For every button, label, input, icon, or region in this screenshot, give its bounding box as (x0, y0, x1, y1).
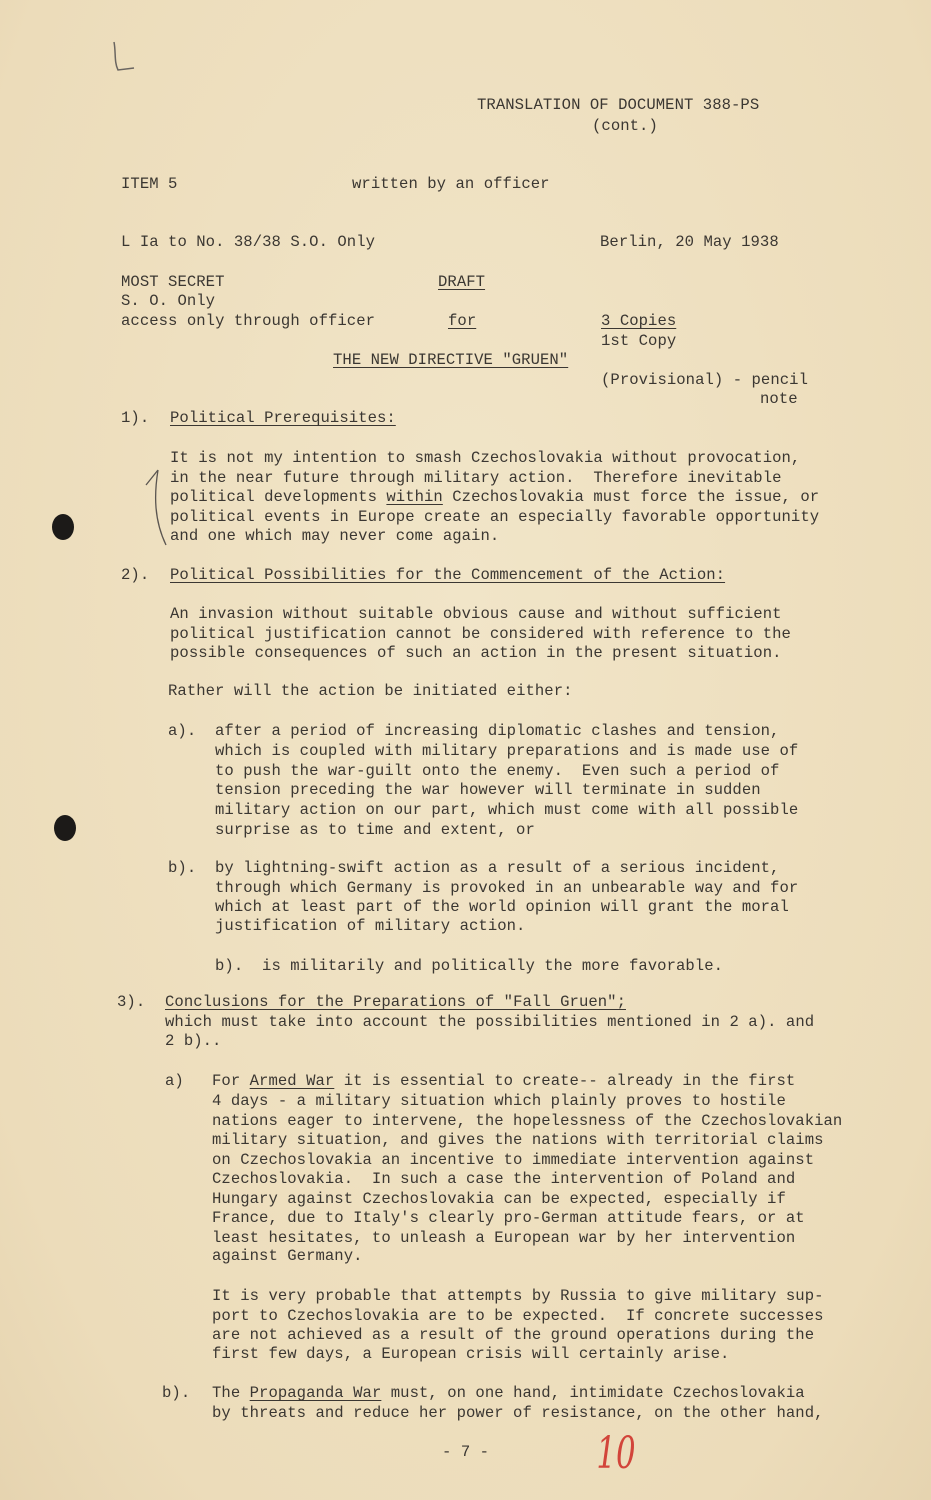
subsection-label: a) (165, 1072, 184, 1090)
document-cont: (cont.) (592, 117, 658, 135)
text-line: It is not my intention to smash Czechoslovakia without provocation, (170, 449, 801, 467)
text-line: 4 days - a military situation which plainly proves to hostile (212, 1092, 786, 1110)
text-line: Hungary against Czechoslovakia can be expected, especially if (212, 1190, 786, 1208)
draft-label: DRAFT (438, 273, 486, 291)
classification: MOST SECRET (121, 273, 225, 291)
copy-number: 1st Copy (601, 332, 677, 350)
text-line: through which Germany is provoked in an unbearable way and for (215, 879, 799, 897)
copies: 3 Copies (601, 312, 677, 330)
item-note: written by an officer (352, 175, 550, 193)
subsection-label: b). (162, 1384, 191, 1402)
text-line (170, 487, 819, 507)
text-segment: must, on one hand, intimidate Czechoslovakia (381, 1384, 805, 1402)
punch-hole (52, 514, 74, 540)
text-line: on Czechoslovakia an incentive to immediate intervention against (212, 1151, 815, 1169)
text-line: military action on our part, which must come with all possible (215, 801, 799, 819)
underlined-word: Armed War (249, 1072, 335, 1090)
text-line: port to Czechoslovakia are to be expected. If concrete successes (212, 1307, 824, 1325)
text-line: France, due to Italy's clearly pro-German attitude fears, or at (212, 1209, 805, 1227)
text-line: first few days, a European crisis will certainly arise. (212, 1345, 730, 1363)
text-line: surprise as to time and extent, or (215, 821, 535, 839)
text-segment: For (212, 1072, 250, 1090)
document-title: TRANSLATION OF DOCUMENT 388-PS (477, 96, 760, 114)
provisional-note-2: note (760, 390, 798, 408)
text-segment: political developments (170, 488, 387, 506)
text-line: tension preceding the war however will terminate in sudden (215, 781, 761, 799)
text-segment: The (212, 1384, 250, 1402)
so-only: S. O. Only (121, 292, 216, 310)
subsection-label: a). (168, 722, 197, 740)
section-heading: Political Prerequisites: (170, 409, 396, 427)
text-line: An invasion without suitable obvious cause and without sufficient (170, 605, 782, 623)
text-line: It is very probable that attempts by Russia to give military sup- (212, 1287, 824, 1305)
access-note: access only through officer (121, 312, 376, 330)
section-number: 3). (117, 993, 146, 1011)
pencil-mark-icon (100, 40, 140, 80)
text-line: against Germany. (212, 1247, 363, 1265)
text-line: b). is militarily and politically the more favorable. (215, 957, 724, 975)
pencil-bracket-icon (140, 465, 170, 550)
text-line: by lightning-swift action as a result of a serious incident, (215, 859, 780, 877)
page-number: - 7 - (442, 1443, 490, 1461)
for-label: for (448, 312, 477, 330)
place-date: Berlin, 20 May 1938 (600, 233, 779, 251)
handwritten-folio: 10 (596, 1428, 636, 1479)
text-line: are not achieved as a result of the ground operations during the (212, 1326, 815, 1344)
underlined-word: within (386, 488, 443, 506)
text-line: which must take into account the possibilities mentioned in 2 a). and (165, 1013, 815, 1031)
reference-number: L Ia to No. 38/38 S.O. Only (121, 233, 376, 251)
text-line: military situation, and gives the nations with territorial claims (212, 1131, 824, 1149)
underlined-word: Propaganda War (249, 1384, 382, 1402)
text-line: Czechoslovakia. In such a case the intervention of Poland and (212, 1170, 796, 1188)
text-line: Rather will the action be initiated either: (168, 682, 573, 700)
text-line: possible consequences of such an action in the present situation. (170, 644, 782, 662)
section-heading: Conclusions for the Preparations of "Fall Gruen"; (165, 993, 626, 1011)
text-line: which at least part of the world opinion will grant the moral (215, 898, 789, 916)
text-line: nations eager to intervene, the hopelessness of the Czechoslovakian (212, 1112, 843, 1130)
provisional-note: (Provisional) - pencil (601, 371, 808, 389)
text-line: political events in Europe create an especially favorable opportunity (170, 508, 820, 526)
text-line: political justification cannot be considered with reference to the (170, 625, 791, 643)
text-line (212, 1071, 795, 1091)
text-line: which is coupled with military preparations and is made use of (215, 742, 799, 760)
punch-hole (54, 815, 76, 841)
text-line: justification of military action. (215, 917, 526, 935)
section-number: 2). (121, 566, 150, 584)
text-line: to push the war-guilt onto the enemy. Even such a period of (215, 762, 780, 780)
directive-title: THE NEW DIRECTIVE "GRUEN" (333, 351, 569, 369)
item-label: ITEM 5 (121, 175, 178, 193)
section-heading: Political Possibilities for the Commencement of the Action: (170, 566, 726, 584)
text-line: least hesitates, to unleash a European war by her intervention (212, 1229, 796, 1247)
text-line: in the near future through military action. Therefore inevitable (170, 469, 782, 487)
text-line: after a period of increasing diplomatic clashes and tension, (215, 722, 780, 740)
section-number: 1). (121, 409, 150, 427)
text-segment: it is essential to create-- already in the first (334, 1072, 796, 1090)
text-line: by threats and reduce her power of resistance, on the other hand, (212, 1404, 824, 1422)
text-segment: Czechoslovakia must force the issue, or (442, 488, 820, 506)
subsection-label: b). (168, 859, 197, 877)
text-line: 2 b).. (165, 1032, 222, 1050)
text-line: and one which may never come again. (170, 527, 500, 545)
text-line (212, 1383, 805, 1403)
